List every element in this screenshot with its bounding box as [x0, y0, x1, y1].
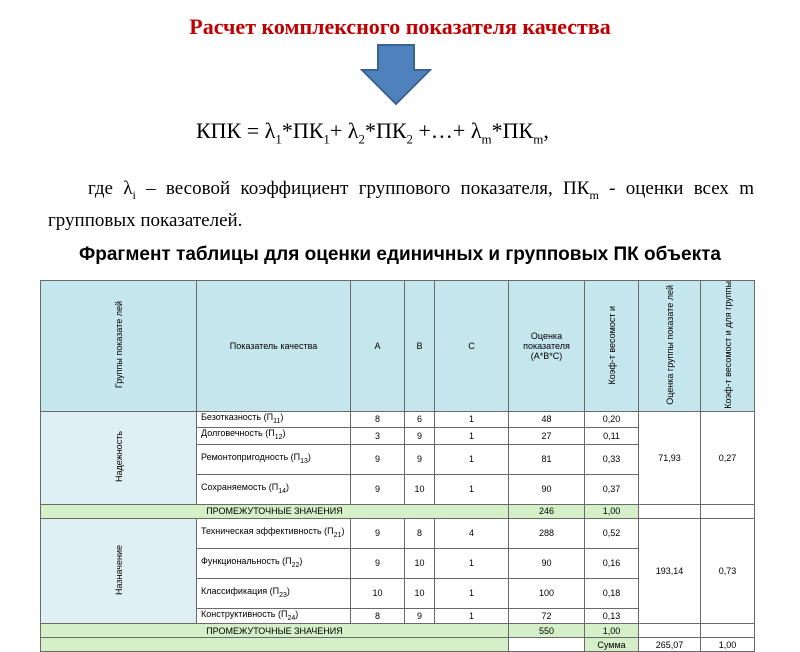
- empty-cell: [509, 638, 585, 652]
- header-group: Группы показате лей: [41, 281, 197, 412]
- value-c: 1: [435, 608, 509, 624]
- value-a: 8: [351, 608, 405, 624]
- value-weight: 0,18: [585, 578, 639, 608]
- value-score: 90: [509, 474, 585, 504]
- quality-table: [40, 280, 755, 652]
- indicator-name: Ремонтопригодность $(П_{13})$: [197, 444, 351, 474]
- indicator-name: Безотказность $(П_{11})$: [197, 411, 351, 427]
- value-c: 1: [435, 474, 509, 504]
- subtotal-row: [41, 624, 755, 638]
- table-row: [41, 411, 755, 427]
- table-row: [41, 518, 755, 548]
- group-name: Назначение: [41, 518, 197, 624]
- table-caption: Фрагмент таблицы для оценки единичных и групповых ПК объекта: [79, 244, 721, 265]
- value-a: 8: [351, 411, 405, 427]
- value-c: 1: [435, 411, 509, 427]
- value-c: 4: [435, 518, 509, 548]
- indicator-name: Долговечность $(П_{12})$: [197, 427, 351, 444]
- total-score: 265,07: [639, 638, 701, 652]
- down-arrow-icon: [360, 44, 432, 106]
- value-a: 9: [351, 548, 405, 578]
- empty-cell: [41, 638, 509, 652]
- value-b: 10: [405, 474, 435, 504]
- total-label: Сумма: [585, 638, 639, 652]
- header-group-weight: Коэф-т весомост и для группы: [701, 281, 755, 412]
- value-b: 6: [405, 411, 435, 427]
- value-score: 288: [509, 518, 585, 548]
- value-c: 1: [435, 548, 509, 578]
- empty-cell: [639, 624, 701, 638]
- value-score: 72: [509, 608, 585, 624]
- value-weight: 0,11: [585, 427, 639, 444]
- value-b: 8: [405, 518, 435, 548]
- group-weight: 0,27: [701, 411, 755, 504]
- value-weight: 0,52: [585, 518, 639, 548]
- subtotal-weight: 1,00: [585, 504, 639, 518]
- value-a: 9: [351, 444, 405, 474]
- subtotal-row: [41, 504, 755, 518]
- total-weight: 1,00: [701, 638, 755, 652]
- value-b: 9: [405, 444, 435, 474]
- indicator-name: Функциональность $(П_{22})$: [197, 548, 351, 578]
- table-header-row: [41, 281, 755, 412]
- indicator-name: Классификация $(П_{23})$: [197, 578, 351, 608]
- header-indicator: Показатель качества: [197, 281, 351, 412]
- value-c: 1: [435, 578, 509, 608]
- quality-formula: КПК = $\lambda_1*ПК_1+ \lambda_2*ПК_2$ +…+ $\lambda_m*ПК_m$,: [196, 118, 549, 147]
- subtotal-label: ПРОМЕЖУТОЧНЫЕ ЗНАЧЕНИЯ: [41, 624, 509, 638]
- value-c: 1: [435, 427, 509, 444]
- group-score: 193,14: [639, 518, 701, 624]
- value-a: 10: [351, 578, 405, 608]
- value-a: 9: [351, 518, 405, 548]
- total-row: [41, 638, 755, 652]
- header-group-score: Оценка группы показате лей: [639, 281, 701, 412]
- group-name: Надежность: [41, 411, 197, 504]
- header-c: С: [435, 281, 509, 412]
- value-weight: 0,20: [585, 411, 639, 427]
- value-a: 3: [351, 427, 405, 444]
- value-score: 81: [509, 444, 585, 474]
- value-score: 100: [509, 578, 585, 608]
- indicator-name: Техническая эффективность $(П_{21})$: [197, 518, 351, 548]
- indicator-name: Конструктивность $(П_{24})$: [197, 608, 351, 624]
- value-a: 9: [351, 474, 405, 504]
- value-weight: 0,37: [585, 474, 639, 504]
- header-weight: Коэф-т весомост и: [585, 281, 639, 412]
- value-b: 9: [405, 608, 435, 624]
- group-weight: 0,73: [701, 518, 755, 624]
- empty-cell: [701, 504, 755, 518]
- indicator-name: Сохраняемость $(П_{14})$: [197, 474, 351, 504]
- value-weight: 0,16: [585, 548, 639, 578]
- group-score: 71,93: [639, 411, 701, 504]
- value-b: 10: [405, 578, 435, 608]
- value-score: 90: [509, 548, 585, 578]
- value-b: 9: [405, 427, 435, 444]
- subtotal-score: 246: [509, 504, 585, 518]
- value-weight: 0,33: [585, 444, 639, 474]
- header-score: Оценка показателя (А*В*С): [509, 281, 585, 412]
- empty-cell: [639, 504, 701, 518]
- subtotal-score: 550: [509, 624, 585, 638]
- header-b: В: [405, 281, 435, 412]
- empty-cell: [701, 624, 755, 638]
- value-score: 27: [509, 427, 585, 444]
- value-weight: 0,13: [585, 608, 639, 624]
- page-title: Расчет комплексного показателя качества: [189, 14, 611, 39]
- subtotal-label: ПРОМЕЖУТОЧНЫЕ ЗНАЧЕНИЯ: [41, 504, 509, 518]
- value-c: 1: [435, 444, 509, 474]
- formula-description: где $\lambda_i$ – весовой коэффициент группового показателя, $ПК_m$ - оценки всех m групповых показателей.: [48, 178, 754, 231]
- header-a: А: [351, 281, 405, 412]
- subtotal-weight: 1,00: [585, 624, 639, 638]
- value-b: 10: [405, 548, 435, 578]
- value-score: 48: [509, 411, 585, 427]
